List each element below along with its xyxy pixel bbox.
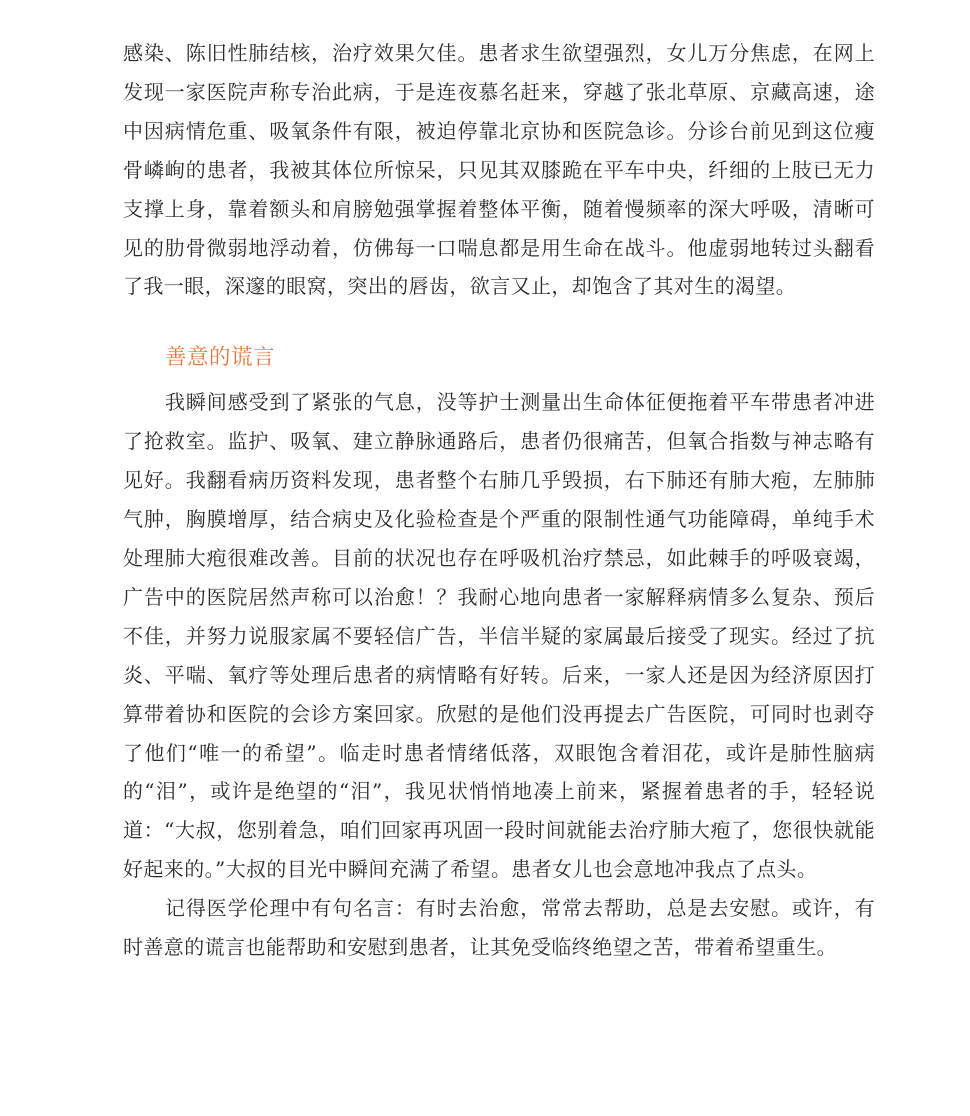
paragraph-rescue-story: 我瞬间感受到了紧张的气息，没等护士测量出生命体征便拖着平车带患者冲进了抢救室。监护、吸氧、建立静脉通路后，患者仍很痛苦，但氧合指数与神志略有见好。我翻看病历资料发现，患者整个右肺几乎毁损，右下肺还有肺大疱，左肺肺气肿，胸膜增厚，结合病史及化验检查是个严重的限制性通气功能障碍，单纯手术处理肺大疱很难改善。目前的状况也存在呼吸机治疗禁忌，如此棘手的呼吸衰竭，广告中的医院居然声称可以治愈！？我耐心地向患者一家解释病情多么复杂、预后不佳，并努力说服家属不要轻信广告，半信半疑的家属最后接受了现实。经过了抗炎、平喘、氧疗等处理后患者的病情略有好转。后来，一家人还是因为经济原因打算带着协和医院的会诊方案回家。欣慰的是他们没再提去广告医院，可同时也剥夺了他们“唯一的希望”。临走时患者情绪低落，双眼饱含着泪花，或许是肺性脑病的“泪”，或许是绝望的“泪”，我见状悄悄地凑上前来，紧握着患者的手，轻轻说道：“大叔，您别着急，咱们回家再巩固一段时间就能去治疗肺大疱了，您很快就能好起来的。”大叔的目光中瞬间充满了希望。患者女儿也会意地冲我点了点头。 xyxy=(123,390,875,882)
paragraph-intro-continued: 感染、陈旧性肺结核，治疗效果欠佳。患者求生欲望强烈，女儿万分焦虑，在网上发现一家医院声称专治此病，于是连夜慕名赶来，穿越了张北草原、京藏高速，途中因病情危重、吸氧条件有限，被迫停靠北京协和医院急诊。分诊台前见到这位瘦骨嶙峋的患者，我被其体位所惊呆，只见其双膝跪在平车中央，纤细的上肢已无力支撑上身，靠着额头和肩膀勉强掌握着整体平衡，随着慢频率的深大呼吸，清晰可见的肋骨微弱地浮动着，仿佛每一口喘息都是用生命在战斗。他虚弱地转过头翻看了我一眼，深邃的眼窝，突出的唇齿，欲言又止，却饱含了其对生的渴望。 xyxy=(123,41,875,299)
paragraph-medical-ethics: 记得医学伦理中有句名言：有时去治愈，常常去帮助，总是去安慰。或许，有时善意的谎言也能帮助和安慰到患者，让其免受临终绝望之苦，带着希望重生。 xyxy=(123,896,875,960)
section-heading: 善意的谎言 xyxy=(165,345,276,371)
article-page xyxy=(123,34,875,967)
